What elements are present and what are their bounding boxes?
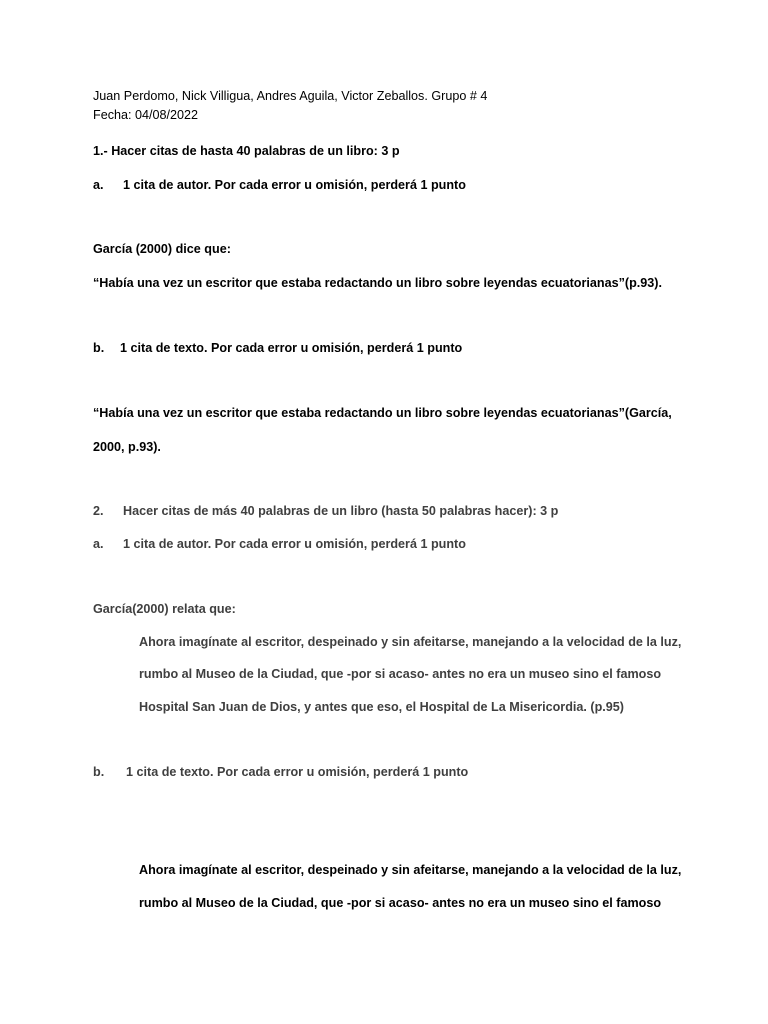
section-2-item-a <box>93 536 466 552</box>
block-quote-line: Ahora imagínate al escritor, despeinado y sin afeitarse, manejando a la velocidad de la luz, <box>139 635 682 649</box>
section-marker: 2. <box>93 504 104 518</box>
text-citation-line-2: 2000, p.93). <box>93 440 161 454</box>
item-text: 1 cita de autor. Por cada error u omisión, perderá 1 punto <box>123 537 466 551</box>
item-marker: a. <box>93 537 104 551</box>
block-citation-intro: García(2000) relata que: <box>93 602 236 616</box>
author-citation-quote: “Había una vez un escritor que estaba redactando un libro sobre leyendas ecuatorianas”(p.93). <box>93 276 662 290</box>
block-quote-line: rumbo al Museo de la Ciudad, que -por si acaso- antes no era un museo sino el famoso <box>139 667 662 681</box>
item-text: 1 cita de texto. Por cada error u omisión, perderá 1 punto <box>126 765 469 779</box>
item-text: 1 cita de autor. Por cada error u omisión, perderá 1 punto <box>123 178 466 192</box>
item-marker: b. <box>93 341 105 355</box>
item-marker: b. <box>93 765 105 779</box>
section-2-title <box>93 503 558 519</box>
section-1-title: 1.- Hacer citas de hasta 40 palabras de un libro: 3 p <box>93 144 400 158</box>
block-quote-line: rumbo al Museo de la Ciudad, que -por si acaso- antes no era un museo sino el famoso <box>139 896 662 910</box>
item-marker: a. <box>93 178 104 192</box>
section-1-item-a <box>93 177 466 193</box>
block-quote-line: Hospital San Juan de Dios, y antes que eso, el Hospital de La Misericordia. (p.95) <box>139 700 624 714</box>
block-quote-line: Ahora imagínate al escritor, despeinado y sin afeitarse, manejando a la velocidad de la luz, <box>139 863 682 877</box>
author-citation-intro: García (2000) dice que: <box>93 242 231 256</box>
item-text: 1 cita de texto. Por cada error u omisión, perderá 1 punto <box>120 341 463 355</box>
section-title-text: Hacer citas de más 40 palabras de un libro (hasta 50 palabras hacer): 3 p <box>123 504 559 518</box>
date-line: Fecha: 04/08/2022 <box>93 108 199 122</box>
authors-line: Juan Perdomo, Nick Villigua, Andres Aguila, Victor Zeballos. Grupo # 4 <box>93 89 488 103</box>
section-2-item-b <box>93 764 468 780</box>
text-citation-line-1: “Había una vez un escritor que estaba redactando un libro sobre leyendas ecuatorianas”(García, <box>93 406 672 420</box>
section-1-item-b <box>93 340 462 356</box>
